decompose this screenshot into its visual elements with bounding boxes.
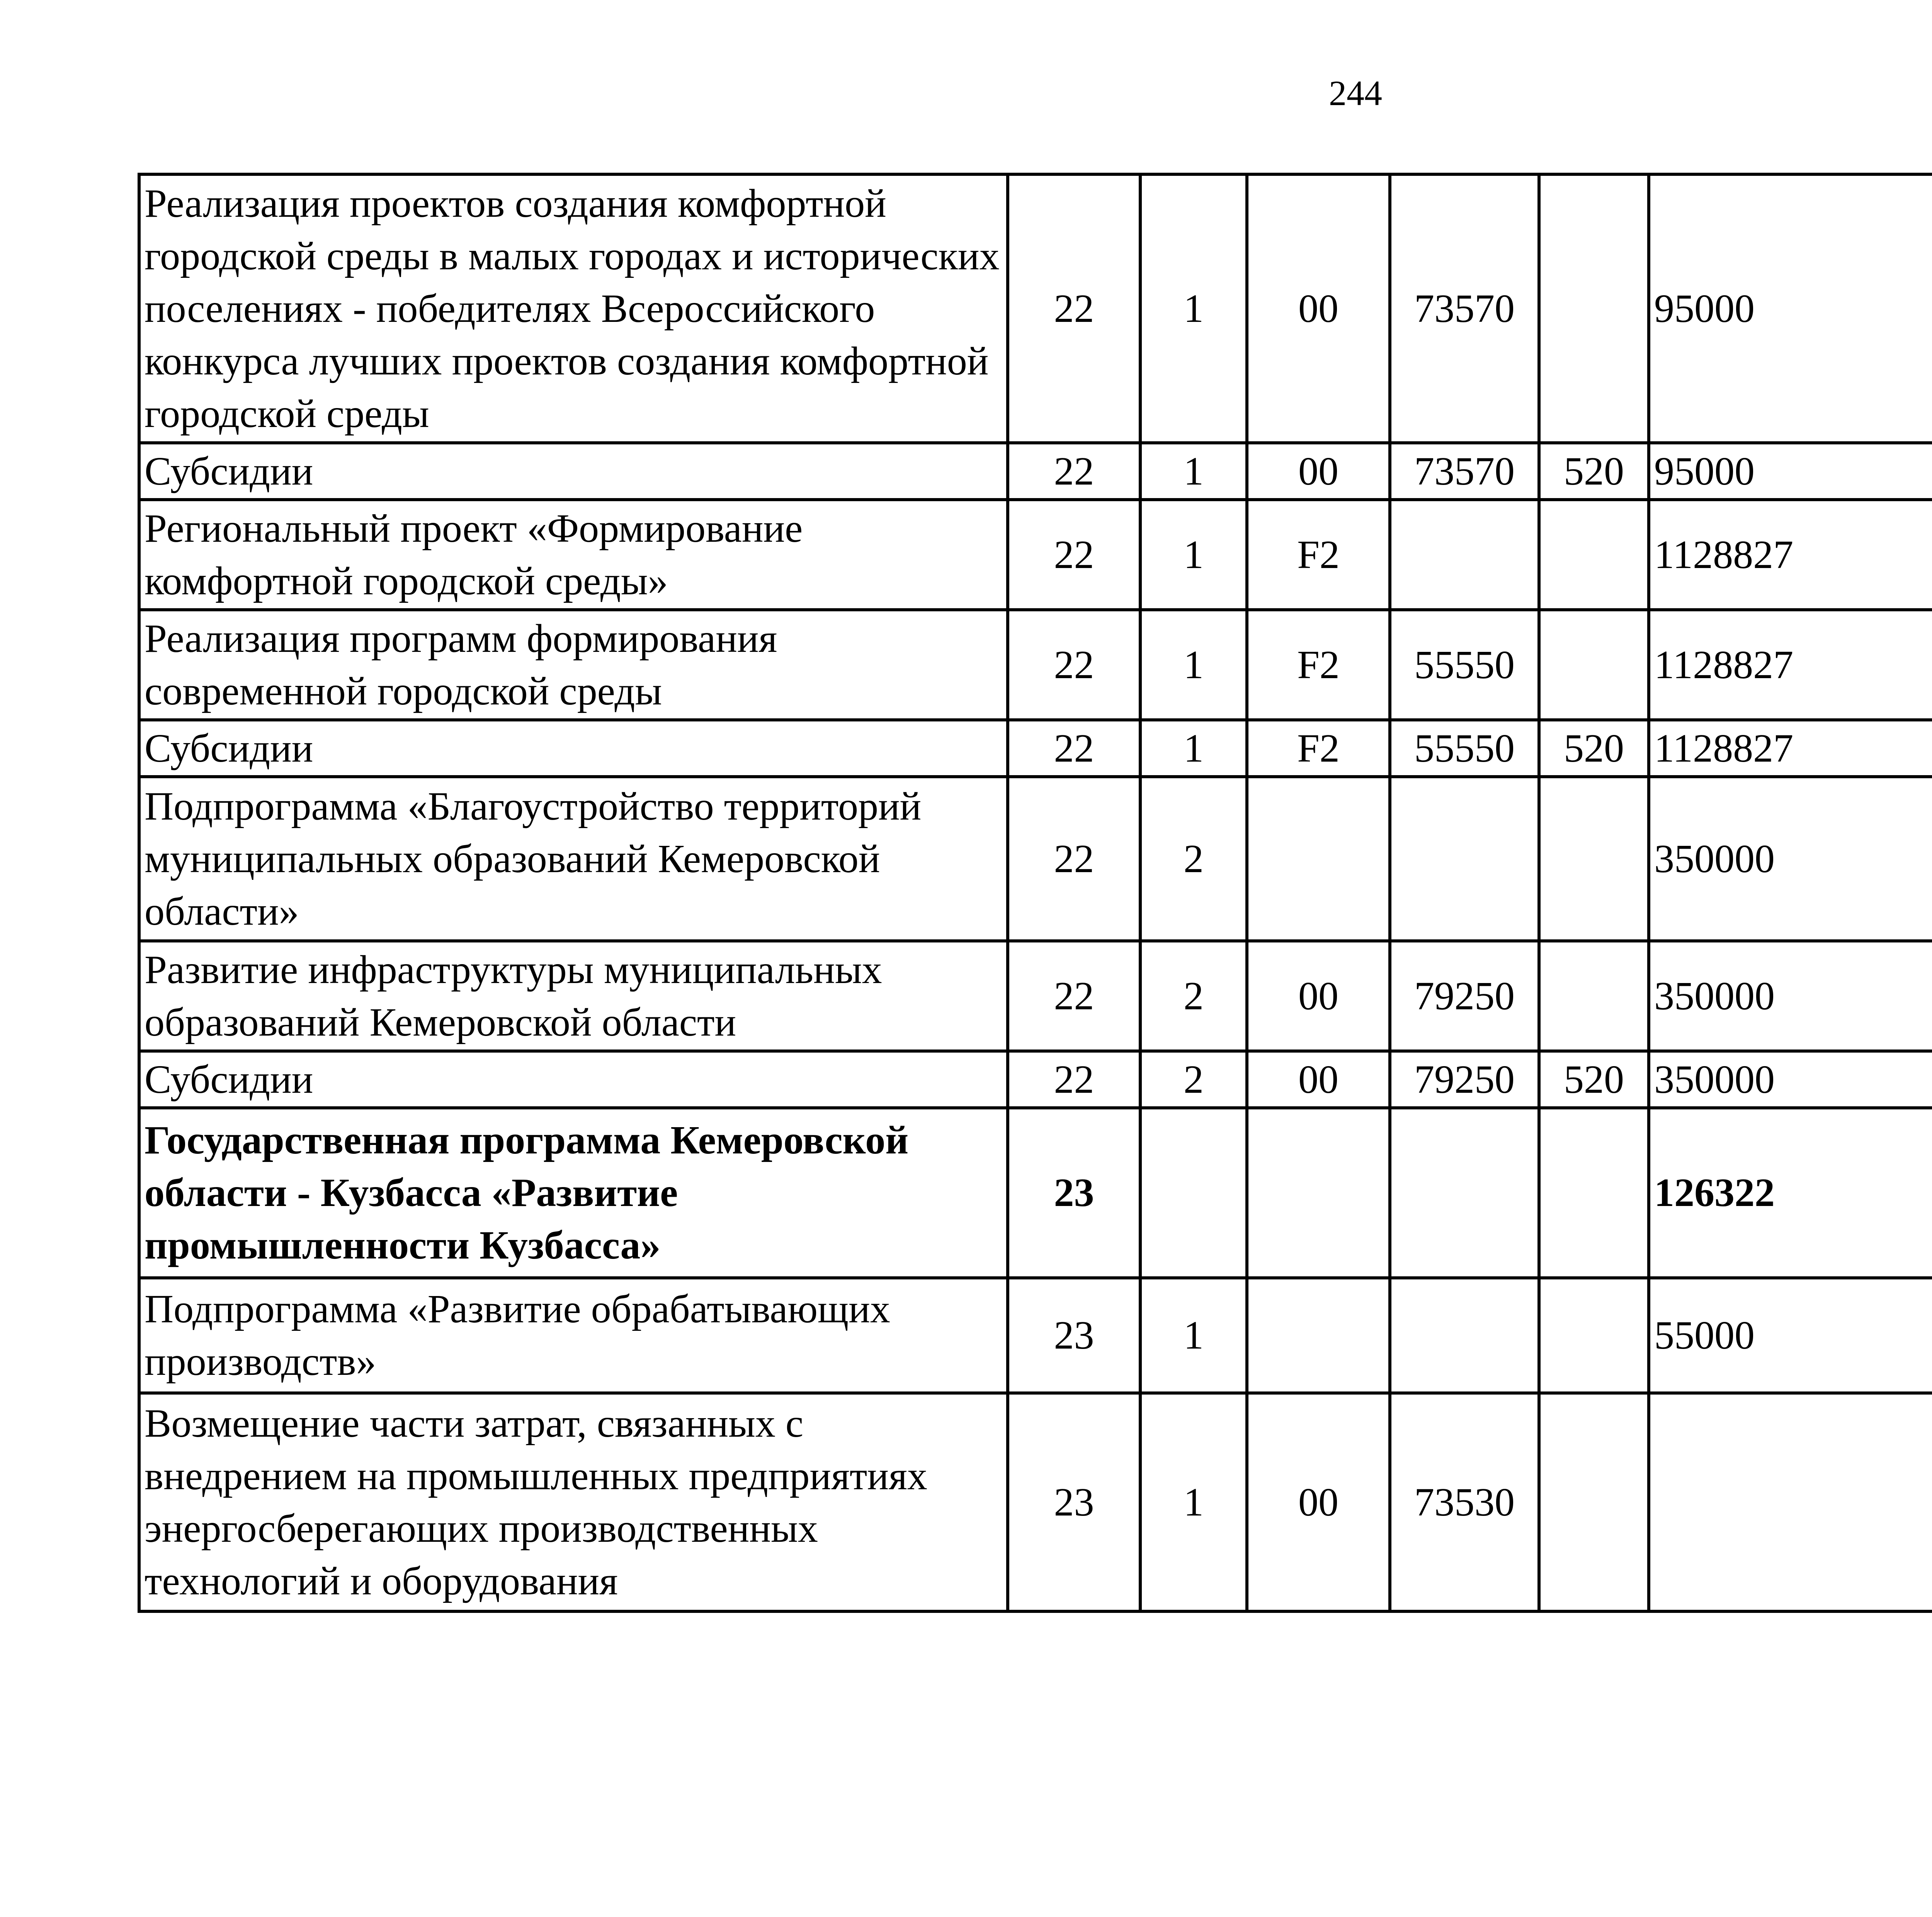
code-expense — [1390, 500, 1539, 610]
code-expense — [1390, 777, 1539, 941]
code-program: 23 — [1008, 1108, 1140, 1278]
code-program: 22 — [1008, 941, 1140, 1051]
code-type — [1539, 610, 1649, 720]
code-subprogram: 1 — [1140, 1278, 1247, 1393]
table-row — [139, 500, 1932, 610]
code-direction: 00 — [1247, 1051, 1390, 1108]
code-subprogram: 1 — [1140, 174, 1247, 443]
code-program: 22 — [1008, 610, 1140, 720]
code-subprogram: 1 — [1140, 443, 1247, 500]
code-expense: 73570 — [1390, 174, 1539, 443]
code-subprogram: 2 — [1140, 777, 1247, 941]
code-subprogram: 2 — [1140, 1051, 1247, 1108]
item-name: Возмещение части затрат, связанных с внедрением на промышленных предприятиях энергосберегающих производственных технологий и оборудования — [139, 1393, 1008, 1611]
code-type — [1539, 1108, 1649, 1278]
code-program: 22 — [1008, 720, 1140, 777]
code-program: 22 — [1008, 500, 1140, 610]
amount-year-1: 95000 — [1649, 443, 1932, 500]
amount-year-1: 126322 — [1649, 1108, 1932, 1278]
code-subprogram: 1 — [1140, 500, 1247, 610]
amount-year-1: 350000 — [1649, 941, 1932, 1051]
code-expense — [1390, 1278, 1539, 1393]
item-name: Подпрограмма «Благоустройство территорий муниципальных образований Кемеровской области» — [139, 777, 1008, 941]
table-row — [139, 1051, 1932, 1108]
code-direction — [1247, 1108, 1390, 1278]
table-row — [139, 720, 1932, 777]
amount-year-1: 1128827 — [1649, 610, 1932, 720]
code-program: 23 — [1008, 1393, 1140, 1611]
code-program: 22 — [1008, 443, 1140, 500]
code-expense: 79250 — [1390, 1051, 1539, 1108]
code-type — [1539, 174, 1649, 443]
amount-year-1: 55000 — [1649, 1278, 1932, 1393]
table-row — [139, 941, 1932, 1051]
code-type: 520 — [1539, 1051, 1649, 1108]
code-expense: 73530 — [1390, 1393, 1539, 1611]
code-subprogram: 1 — [1140, 1393, 1247, 1611]
code-type — [1539, 1278, 1649, 1393]
item-name: Развитие инфраструктуры муниципальных образований Кемеровской области — [139, 941, 1008, 1051]
table-row — [139, 610, 1932, 720]
amount-year-1: 1128827 — [1649, 720, 1932, 777]
code-subprogram — [1140, 1108, 1247, 1278]
item-name: Субсидии — [139, 1051, 1008, 1108]
code-type — [1539, 500, 1649, 610]
item-name: Подпрограмма «Развитие обрабатывающих производств» — [139, 1278, 1008, 1393]
item-name: Государственная программа Кемеровской области - Кузбасса «Развитие промышленности Кузбасса» — [139, 1108, 1008, 1278]
code-type: 520 — [1539, 720, 1649, 777]
code-expense — [1390, 1108, 1539, 1278]
code-direction — [1247, 1278, 1390, 1393]
code-type — [1539, 941, 1649, 1051]
table-row — [139, 1108, 1932, 1278]
code-direction — [1247, 777, 1390, 941]
code-direction: 00 — [1247, 443, 1390, 500]
amount-year-1: 1128827 — [1649, 500, 1932, 610]
table-row — [139, 777, 1932, 941]
code-expense: 79250 — [1390, 941, 1539, 1051]
amount-year-1: 350000 — [1649, 1051, 1932, 1108]
table-row — [139, 1278, 1932, 1393]
table-row — [139, 443, 1932, 500]
code-direction: F2 — [1247, 610, 1390, 720]
code-expense: 55550 — [1390, 610, 1539, 720]
code-direction: F2 — [1247, 720, 1390, 777]
table-row — [139, 174, 1932, 443]
code-subprogram: 1 — [1140, 610, 1247, 720]
item-name: Субсидии — [139, 443, 1008, 500]
code-direction: 00 — [1247, 941, 1390, 1051]
code-program: 22 — [1008, 174, 1140, 443]
item-name: Реализация программ формирования современной городской среды — [139, 610, 1008, 720]
item-name: Региональный проект «Формирование комфортной городской среды» — [139, 500, 1008, 610]
code-program: 23 — [1008, 1278, 1140, 1393]
code-direction: 00 — [1247, 174, 1390, 443]
amount-year-1 — [1649, 1393, 1932, 1611]
code-program: 22 — [1008, 1051, 1140, 1108]
code-direction: 00 — [1247, 1393, 1390, 1611]
page-number: 244 — [1329, 73, 1382, 113]
amount-year-1: 350000 — [1649, 777, 1932, 941]
code-type — [1539, 777, 1649, 941]
item-name: Субсидии — [139, 720, 1008, 777]
code-subprogram: 1 — [1140, 720, 1247, 777]
amount-year-1: 95000 — [1649, 174, 1932, 443]
code-subprogram: 2 — [1140, 941, 1247, 1051]
code-expense: 55550 — [1390, 720, 1539, 777]
item-name: Реализация проектов создания комфортной городской среды в малых городах и исторических поселениях - победителях Всероссийского конкурса лучших проектов создания комфортной городской среды — [139, 174, 1008, 443]
code-type: 520 — [1539, 443, 1649, 500]
code-program: 22 — [1008, 777, 1140, 941]
table-row — [139, 1393, 1932, 1611]
code-direction: F2 — [1247, 500, 1390, 610]
code-type — [1539, 1393, 1649, 1611]
budget-table — [138, 173, 1932, 1613]
code-expense: 73570 — [1390, 443, 1539, 500]
